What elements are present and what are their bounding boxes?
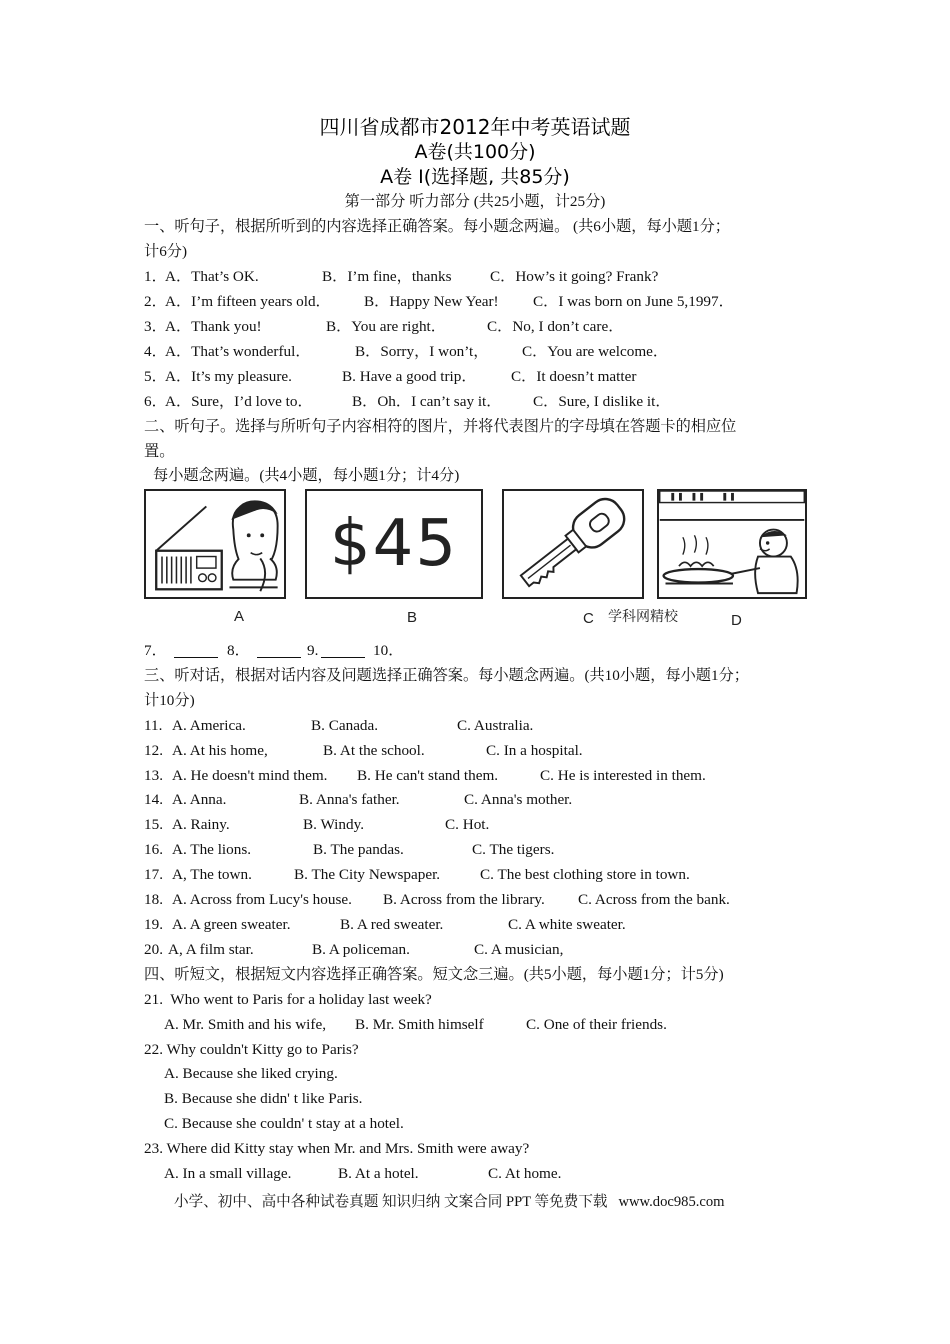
option-b: B. Canada. (311, 717, 379, 734)
option-b: B. Have a good trip． (342, 368, 477, 385)
option-c: C. The tigers. (472, 841, 555, 858)
option-c: C. He is interested in them. (540, 767, 706, 784)
paper-a-part1-heading: A卷 I(选择题, 共85分) (380, 166, 570, 188)
option-c: C. Australia. (457, 717, 534, 734)
option-c: C. A white sweater. (508, 916, 626, 933)
option-b: B. The pandas. (313, 841, 404, 858)
option-c: C. Anna's mother. (464, 791, 573, 808)
option-c: C. At home. (488, 1165, 562, 1182)
section1-instruction-cont: 计6分) (144, 243, 188, 260)
radio-person-icon (146, 491, 284, 597)
picture-d (657, 489, 807, 599)
question-stem: 23. Where did Kitty stay when Mr. and Mrs. Smith were away? (144, 1140, 530, 1157)
option-c: C. Across from the bank. (578, 891, 730, 908)
option-a: A, The town. (172, 866, 252, 883)
picture-b-label: B (407, 609, 418, 626)
option-c: C. A musician, (474, 941, 564, 958)
picture-b (305, 489, 483, 599)
answer-9-number: 9. (307, 642, 319, 659)
option-b: B. At a hotel. (338, 1165, 419, 1182)
section1-instruction: 一、听句子，根据所听到的内容选择正确答案。每小题念两遍。 (共6小题，每小题1分； (144, 218, 730, 235)
option-a: A. Across from Lucy's house. (172, 891, 352, 908)
question-number: 2． (144, 293, 167, 310)
option-a: A. A green sweater. (172, 916, 291, 933)
option-a: A. In a small village. (164, 1165, 292, 1182)
question-number: 15. (144, 816, 163, 833)
option-c: C．It doesn’t matter (511, 368, 637, 385)
option-a: A. America. (172, 717, 246, 734)
answer-8-number: 8． (227, 642, 250, 659)
option-a: A．That’s OK. (165, 268, 259, 285)
question-number: 13. (144, 767, 163, 784)
option-c: C．How’s it going? Frank? (490, 268, 659, 285)
section3-instruction: 三、听对话，根据对话内容及问题选择正确答案。每小题念两遍。(共10小题，每小题1分； (144, 667, 749, 684)
listening-part-heading: 第一部分 听力部分 (共25小题，计25分) (344, 193, 606, 210)
option-b: B. The City Newspaper. (294, 866, 441, 883)
question-number: 20. (144, 941, 163, 958)
answer-7-number: 7． (144, 642, 167, 659)
option-b: B．You are right． (326, 318, 446, 335)
option-c: C．You are welcome． (522, 343, 669, 360)
question-number: 11. (144, 717, 163, 734)
option-b: B．Happy New Year! (364, 293, 499, 310)
section2-instruction-note: 每小题念两遍。(共4小题，每小题1分；计4分) (153, 467, 460, 484)
option-a: A．Sure，I’d love to． (165, 393, 313, 410)
option-a: A．It’s my pleasure. (165, 368, 292, 385)
question-number: 19. (144, 916, 163, 933)
option-b: B. Mr. Smith himself (355, 1016, 484, 1033)
cooking-man-icon (659, 491, 805, 597)
option-a: A. The lions. (172, 841, 252, 858)
option-c: C．No, I don’t care． (487, 318, 624, 335)
option-c: C. Because she couldn' t stay at a hotel. (164, 1115, 404, 1132)
option-b: B．Sorry，I won’t， (355, 343, 489, 360)
question-number: 4． (144, 343, 167, 360)
option-b: B. A policeman. (312, 941, 410, 958)
answer-10-number: 10． (373, 642, 404, 659)
question-number: 5． (144, 368, 167, 385)
option-c: C. Hot. (445, 816, 490, 833)
question-number: 6． (144, 393, 167, 410)
option-b: B．Oh．I can’t say it． (352, 393, 502, 410)
question-stem: 21. Who went to Paris for a holiday last week? (144, 991, 432, 1008)
exam-title: 四川省成都市2012年中考英语试题 (319, 115, 631, 139)
question-number: 16. (144, 841, 163, 858)
option-b: B. Across from the library. (383, 891, 545, 908)
option-a: A．That’s wonderful． (165, 343, 311, 360)
question-number: 12. (144, 742, 163, 759)
paper-a-heading: A卷(共100分) (414, 141, 536, 163)
question-number: 1． (144, 268, 167, 285)
question-number: 17. (144, 866, 163, 883)
picture-d-label: D (731, 612, 742, 629)
option-b: B. Windy. (303, 816, 364, 833)
option-a: A. At his home, (172, 742, 268, 759)
option-a: A．Thank you! (165, 318, 262, 335)
option-b: B. He can't stand them. (357, 767, 499, 784)
section3-instruction-cont: 计10分) (144, 692, 195, 709)
option-c: C. One of their friends. (526, 1016, 667, 1033)
section2-instruction-cont: 置。 (144, 443, 175, 460)
option-b: B. Anna's father. (299, 791, 400, 808)
option-b: B. Because she didn' t like Paris. (164, 1090, 363, 1107)
option-a: A. He doesn't mind them. (172, 767, 328, 784)
option-c: C．Sure, I dislike it． (533, 393, 671, 410)
option-a: A．I’m fifteen years old． (165, 293, 331, 310)
section4-instruction: 四、听短文，根据短文内容选择正确答案。短文念三遍。(共5小题，每小题1分；计5分) (144, 966, 724, 983)
option-a: A. Anna. (172, 791, 227, 808)
option-a: A. Mr. Smith and his wife, (164, 1016, 326, 1033)
option-a: A. Because she liked crying. (164, 1065, 338, 1082)
question-stem: 22. Why couldn't Kitty go to Paris? (144, 1041, 359, 1058)
question-number: 18. (144, 891, 163, 908)
key-icon (504, 491, 642, 597)
option-c: C. The best clothing store in town. (480, 866, 690, 883)
question-number: 14. (144, 791, 163, 808)
answer-7-blank[interactable] (174, 643, 218, 658)
option-a: A, A film star. (168, 941, 254, 958)
option-b: B. A red sweater. (340, 916, 444, 933)
footer-text: 小学、初中、高中各种试卷真题 知识归纳 文案合同 PPT 等免费下载 www.doc985.com (174, 1194, 725, 1210)
option-b: B. At the school. (323, 742, 425, 759)
option-c: C．I was born on June 5,1997． (533, 293, 734, 310)
picture-answer-row (144, 641, 544, 661)
picture-c (502, 489, 644, 599)
watermark-text: 学科网精校 (608, 609, 678, 625)
picture-c-label: C (583, 610, 594, 627)
picture-a-label: A (234, 608, 245, 625)
answer-9-blank[interactable] (321, 643, 365, 658)
picture-a (144, 489, 286, 599)
section2-instruction: 二、听句子。选择与所听句子内容相符的图片，并将代表图片的字母填在答题卡的相应位 (144, 418, 737, 435)
price-sign-icon: $45 (329, 507, 459, 581)
answer-8-blank[interactable] (257, 643, 301, 658)
question-number: 3． (144, 318, 167, 335)
option-b: B．I’m fine，thanks (322, 268, 452, 285)
option-c: C. In a hospital. (486, 742, 583, 759)
option-a: A. Rainy. (172, 816, 230, 833)
